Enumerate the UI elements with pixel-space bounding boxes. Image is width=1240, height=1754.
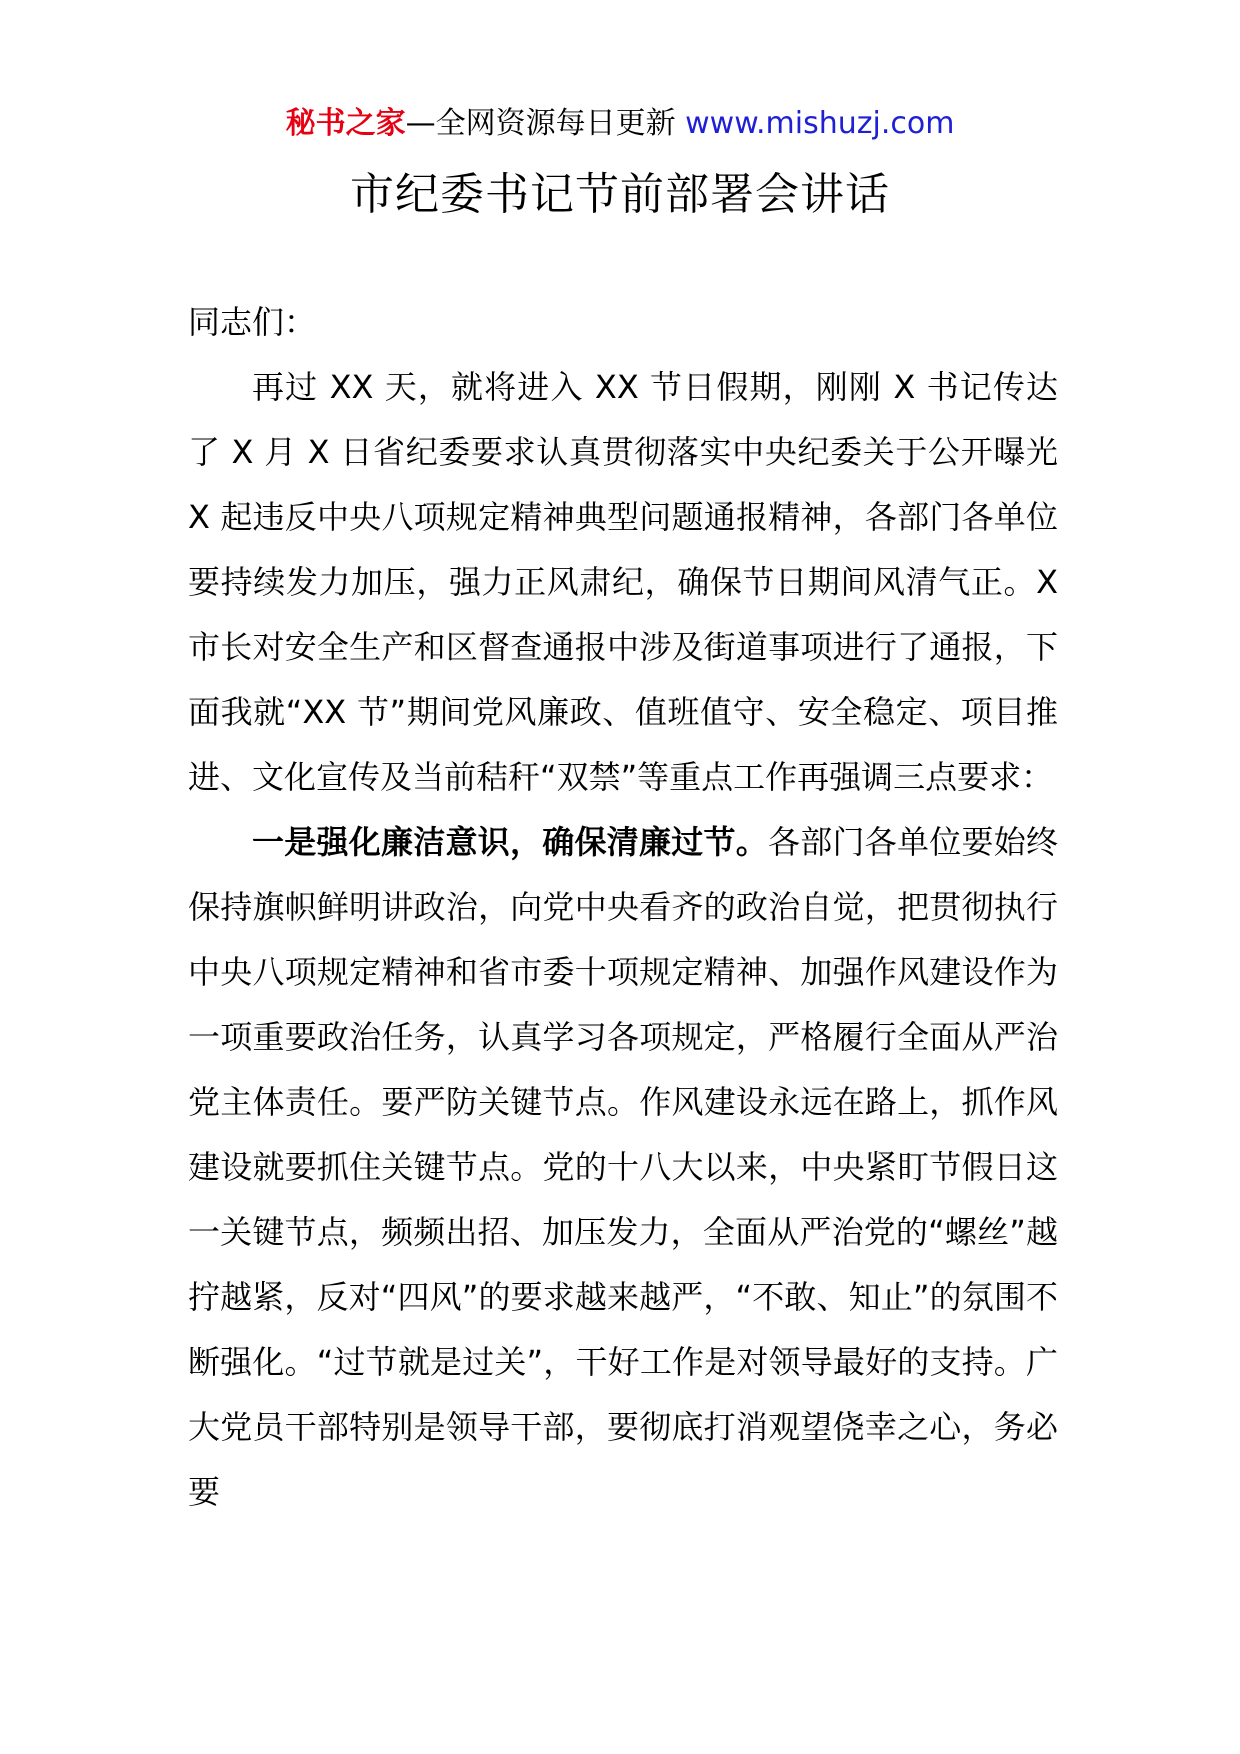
site-url-link[interactable]: www.mishuzj.com [685, 106, 955, 141]
document-body [188, 290, 1058, 1525]
brand-name: 秘书之家 [285, 106, 406, 141]
point-one-body: 各部门各单位要始终保持旗帜鲜明讲政治，向党中央看齐的政治自觉，把贯彻执行中央八项规定精神和省市委十项规定精神、加强作风建设作为一项重要政治任务，认真学习各项规定，严格履行全面从严治党主体责任。要严防关键节点。作风建设永远在路上，抓作风建设就要抓住关键节点。党的十八大以来，中央紧盯节假日这一关键节点，频频出招、加压发力，全面从严治党的“螺丝”越拧越紧，反对“四风”的要求越来越严，“不敢、知止”的氛围不断强化。“过节就是过关”，干好工作是对领导最好的支持。广大党员干部特别是领导干部，要彻底打消观望侥幸之心，务必要 [188, 823, 1058, 1511]
salutation: 同志们： [188, 303, 317, 341]
site-header [0, 100, 1240, 148]
paragraph-intro: 再过 XX 天，就将进入 XX 节日假期，刚刚 X 书记传达了 X 月 X 日省纪委要求认真贯彻落实中央纪委关于公开曝光 X 起违反中央八项规定精神典型问题通报精神，各部门各单位要持续发力加压，强力正风肃纪，确保节日期间风清气正。X 市长对安全生产和区督查通报中涉及街道事项进行了通报，下面我就“XX 节”期间党风廉政、值班值守、安全稳定、项目推进、文化宣传及当前秸秆“双禁”等重点工作再强调三点要求： [188, 368, 1058, 796]
document-title: 市纪委书记节前部署会讲话 [350, 169, 890, 220]
header-slogan: —全网资源每日更新 [405, 106, 676, 141]
point-one-heading: 一是强化廉洁意识，确保清廉过节。 [252, 823, 768, 861]
paragraph-point-one [188, 810, 1058, 1525]
